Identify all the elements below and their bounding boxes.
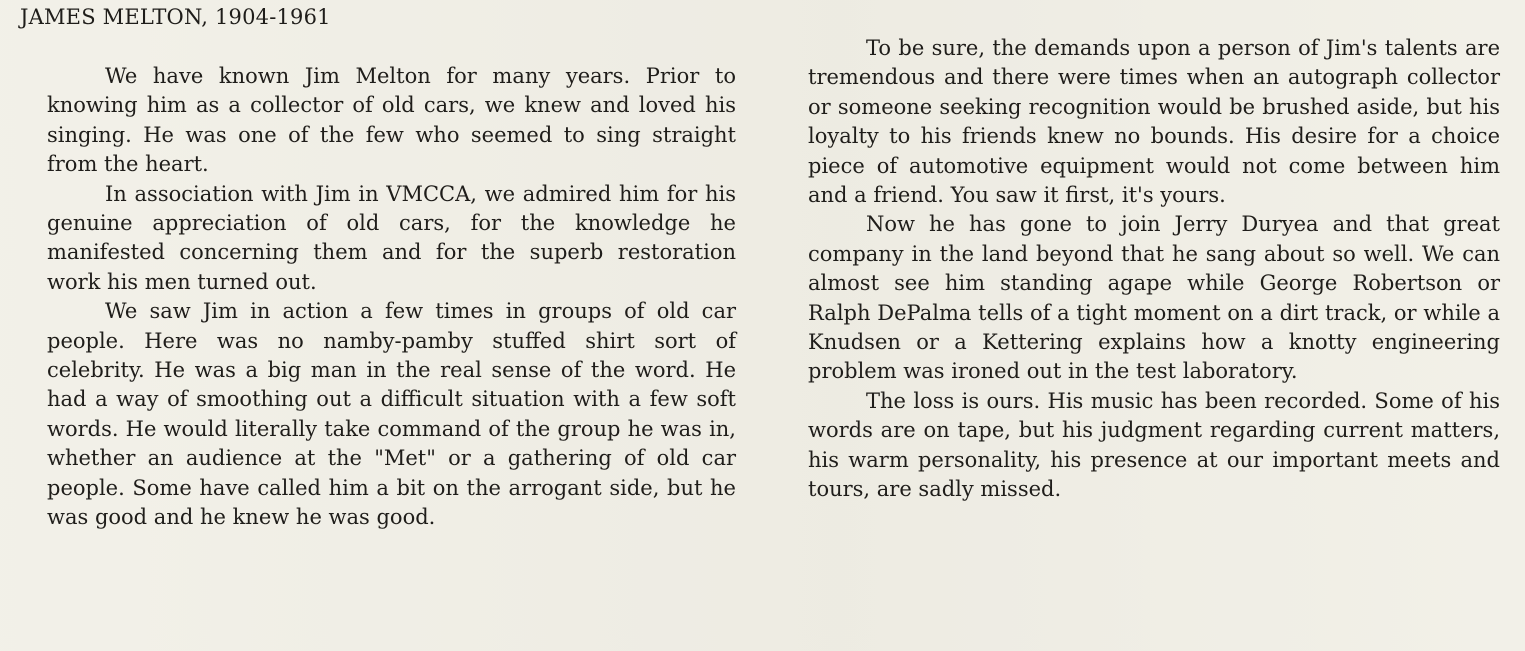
right-paragraph-1: To be sure, the demands upon a person of Jim's talents are tremendous and there were times when an autograph collector or someone seeking recognition would be brushed aside, but his loyalty to his friends knew no bounds. His desire for a choice piece of automotive equipment would not come between him and a friend. You saw it first, it's yours.: [808, 36, 1500, 208]
left-paragraph-1: We have known Jim Melton for many years. Prior to knowing him as a collector of old cars, we knew and loved his singing. He was one of the few who seemed to sing straight from the heart.: [47, 64, 736, 177]
left-paragraph-3: We saw Jim in action a few times in groups of old car people. Here was no namby-pamby stuffed shirt sort of celebrity. He was a big man in the real sense of the word. He had a way of smoothing out a difficult situation with a few soft words. He would literally take command of the group he was in, whether an audience at the "Met" or a gathering of old car people. Some have called him a bit on the arrogant side, but he was good and he knew he was good.: [47, 299, 736, 530]
right-column: [808, 34, 1500, 505]
left-paragraph-2: In association with Jim in VMCCA, we admired him for his genuine appreciation of old cars, for the knowledge he manifested concerning them and for the superb restoration work his men turned out.: [47, 181, 736, 294]
right-paragraph-3: The loss is ours. His music has been recorded. Some of his words are on tape, but his judgment regarding current matters, his warm personality, his presence at our important meets and tours, are sadly missed.: [808, 388, 1500, 502]
article-title: JAMES MELTON, 1904-1961: [20, 5, 331, 29]
right-paragraph-2: Now he has gone to join Jerry Duryea and that great company in the land beyond that he sang about so well. We can almost see him standing agape while George Robertson or Ralph DePalma tells of a tight moment on a dirt track, or while a Knudsen or a Kettering explains how a knotty engineering problem was ironed out in the test laboratory.: [808, 212, 1500, 384]
left-column: [47, 62, 736, 533]
